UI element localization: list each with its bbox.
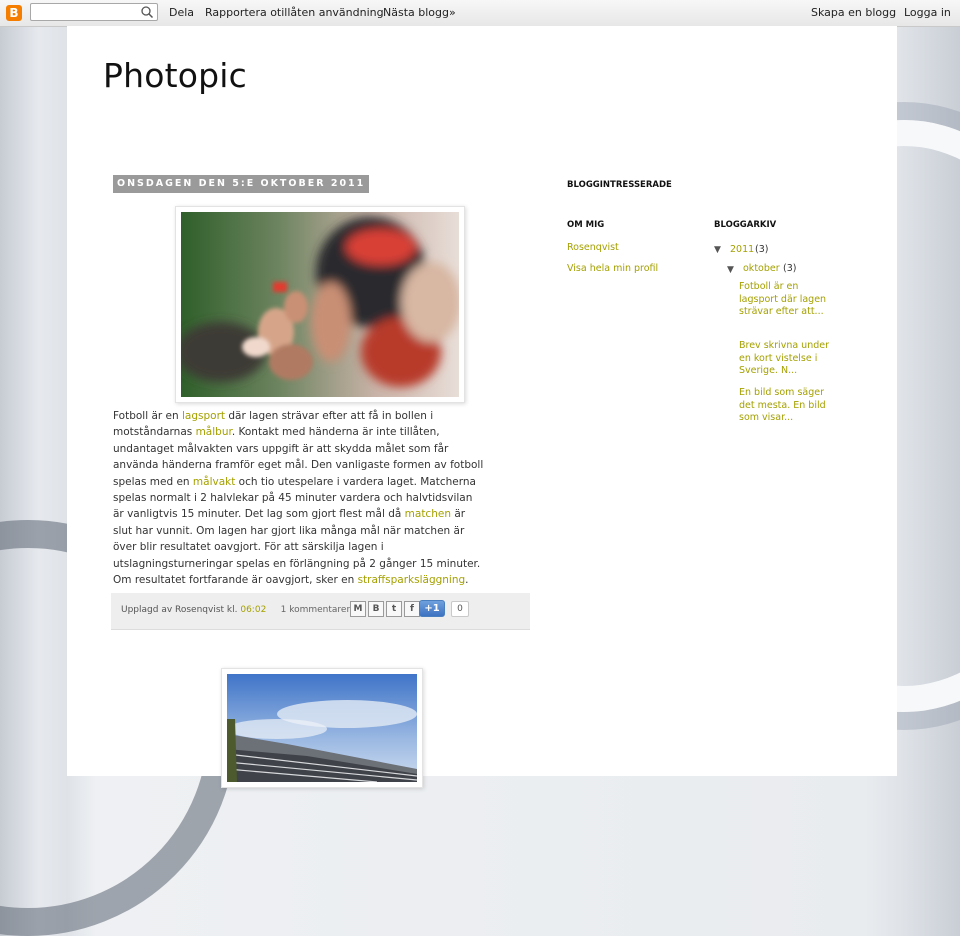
report-abuse-link[interactable]: Rapportera otillåten användning [205, 6, 384, 19]
next-blog-link[interactable]: Nästa blogg» [383, 6, 456, 19]
post-body-link[interactable]: lagsport [182, 410, 226, 422]
post-body-text: . Kontakt med händerna är inte tillåten, undantaget målvakten vars uppgift är att skydda målet som får använda händerna framför eget mål. Den vanligaste formen av fotboll spelas med en [113, 426, 484, 488]
login-link[interactable]: Logga in [904, 6, 951, 19]
search-icon[interactable] [140, 5, 154, 19]
email-share-icon[interactable]: M [350, 601, 366, 617]
archive-post-link[interactable]: Fotboll är en lagsport där lagen strävar efter att... [739, 281, 827, 317]
post-body-link[interactable]: målbur [195, 426, 232, 439]
crowd-photo [181, 212, 459, 397]
profile-name-link[interactable]: Rosenqvist [567, 242, 619, 253]
google-plusone-button[interactable]: +1 [419, 600, 445, 617]
archive-heading: BLOGGARKIV [714, 220, 777, 230]
post-body-link[interactable]: matchen [404, 508, 451, 521]
about-heading: OM MIG [567, 220, 605, 230]
post-body-text: Fotboll är en [113, 410, 183, 422]
blogger-logo-icon[interactable]: B [6, 5, 22, 21]
view-profile-link[interactable]: Visa hela min profil [567, 263, 659, 274]
followers-heading: BLOGGINTRESSERADE [567, 180, 672, 190]
archive-year-count: (3) [755, 244, 769, 255]
post-body-text: är slut har vunnit. Om lagen har gjort lika många mål när matchen är över blir resultatet oavgjort. För att särskilja lagen i utslagningsturneringar spelas en förlängning på 2 gånger 15 minuter. Om resultatet fortfarande är oavgjort, sker en [113, 508, 481, 587]
blog-title[interactable]: Photopic [103, 56, 247, 95]
post-date-header: ONSDAGEN DEN 5:E OKTOBER 2011 [113, 175, 369, 193]
post-body-text: och tio utespelare i vardera laget. Matcherna spelas normalt i 2 halvlekar på 45 minuter vardera och halvtidsvilan är vanligtvis 15 minuter. Det lag som gjort flest mål då [113, 475, 476, 521]
archive-post-link[interactable]: En bild som säger det mesta. En bild som visar... [739, 387, 826, 423]
month-expand-toggle-icon[interactable]: ▼ [727, 265, 734, 275]
search-box [30, 3, 158, 21]
blog-this-share-icon[interactable]: B [368, 601, 384, 617]
stadium-photo [227, 674, 417, 782]
archive-year-link[interactable]: 2011 [730, 244, 755, 255]
post-byline [121, 605, 350, 615]
create-blog-link[interactable]: Skapa en blogg [811, 6, 897, 19]
archive-post-link[interactable]: Brev skrivna under en kort vistelse i Sverige. N... [739, 340, 830, 376]
blog-page [67, 26, 897, 776]
year-expand-toggle-icon[interactable]: ▼ [714, 245, 721, 255]
archive-month-link[interactable]: oktober [743, 263, 780, 274]
post-body-text: . [465, 574, 469, 587]
comments-link[interactable]: 1 kommentarer [280, 605, 351, 615]
post-body [113, 408, 485, 588]
share-buttons [350, 601, 420, 617]
post-body-link[interactable]: målvakt [192, 475, 236, 488]
share-link[interactable]: Dela [169, 6, 195, 19]
facebook-share-icon[interactable]: f [404, 601, 420, 617]
post-body-text: där lagen strävar efter att få in bollen i motståndarnas [113, 410, 434, 439]
plusone-count: 0 [451, 601, 469, 617]
post-image-football-fans[interactable] [175, 206, 465, 403]
posted-by-text: Upplagd av Rosenqvist kl. [121, 605, 241, 615]
twitter-share-icon[interactable]: t [386, 601, 402, 617]
blogger-navbar [0, 0, 960, 27]
search-input[interactable] [34, 5, 138, 19]
post-image-stadium[interactable] [221, 668, 423, 788]
post-body-link[interactable]: straffsparksläggning [357, 574, 466, 587]
post-time-link[interactable]: 06:02 [240, 605, 267, 615]
archive-month-count: (3) [783, 263, 797, 274]
post-footer [111, 593, 530, 630]
